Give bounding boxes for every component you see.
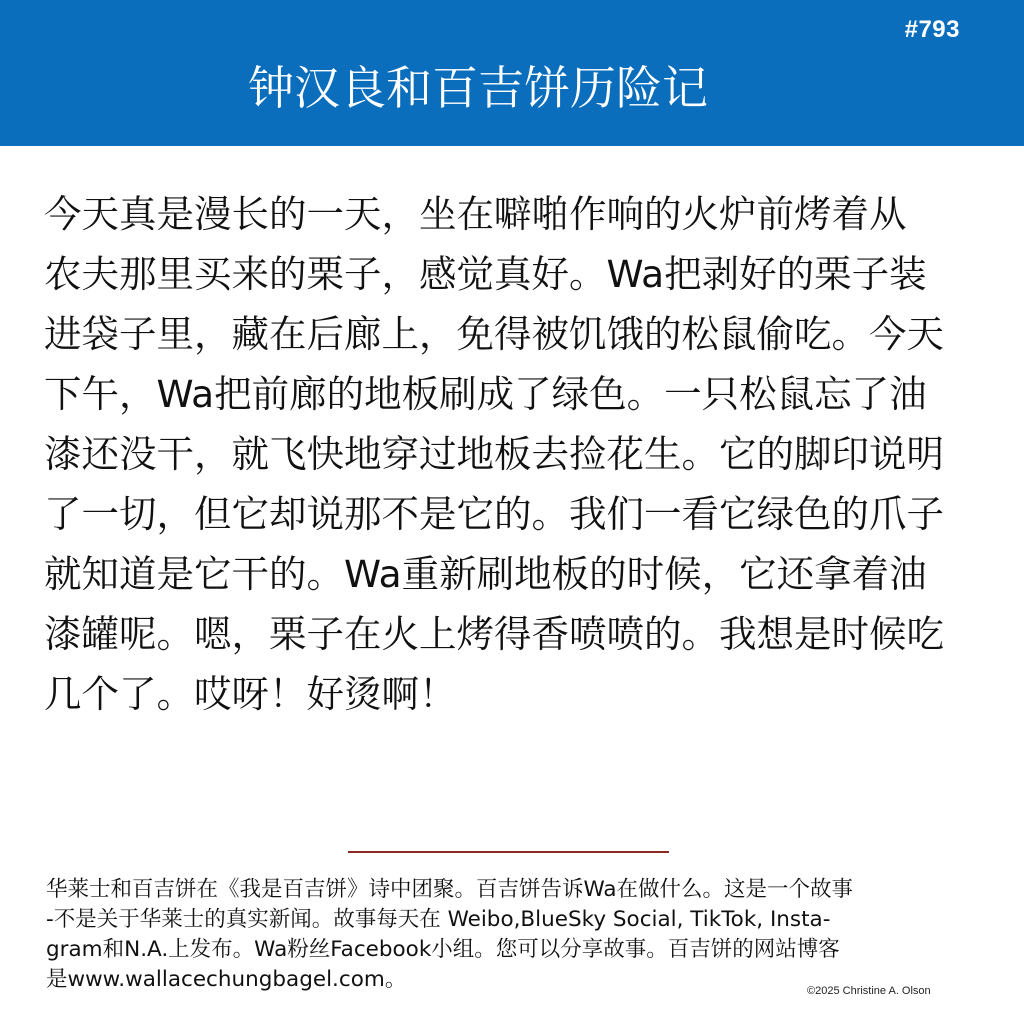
copyright-notice: ©2025 Christine A. Olson — [807, 985, 931, 997]
story-line: 下午，Wa把前廊的地板刷成了绿色。一只松鼠忘了油 — [44, 372, 927, 416]
story-line: 漆还没干，就飞快地穿过地板去捡花生。它的脚印说明 — [44, 432, 944, 476]
footer-line: 是www.wallacechungbagel.com。 — [46, 967, 407, 992]
footer-note — [46, 875, 986, 995]
footer-line: 华莱士和百吉饼在《我是百吉饼》诗中团聚。百吉饼告诉Wa在做什么。这是一个故事 — [46, 877, 854, 902]
story-line: 就知道是它干的。Wa重新刷地板的时候，它还拿着油 — [44, 552, 927, 596]
section-divider — [348, 851, 669, 853]
footer-line: gram和N.A.上发布。Wa粉丝Facebook小组。您可以分享故事。百吉饼的网站博客 — [46, 937, 840, 962]
story-line: 今天真是漫长的一天，坐在噼啪作响的火炉前烤着从 — [44, 192, 907, 236]
story-line: 几个了。哎呀！好烫啊！ — [44, 672, 457, 716]
story-line: 进袋子里，藏在后廊上，免得被饥饿的松鼠偷吃。今天 — [44, 312, 944, 356]
story-line: 了一切，但它却说那不是它的。我们一看它绿色的爪子 — [44, 492, 944, 536]
story-text — [44, 184, 974, 724]
story-line: 农夫那里买来的栗子，感觉真好。Wa把剥好的栗子装 — [44, 252, 927, 296]
story-line: 漆罐呢。嗯，栗子在火上烤得香喷喷的。我想是时候吃 — [44, 612, 944, 656]
header-banner — [0, 0, 1024, 146]
footer-line: -不是关于华莱士的真实新闻。故事每天在 Weibo,BlueSky Social, TikTok, Insta- — [46, 907, 831, 932]
episode-number: #793 — [904, 16, 960, 43]
page-title: 钟汉良和百吉饼历险记 — [248, 61, 708, 115]
